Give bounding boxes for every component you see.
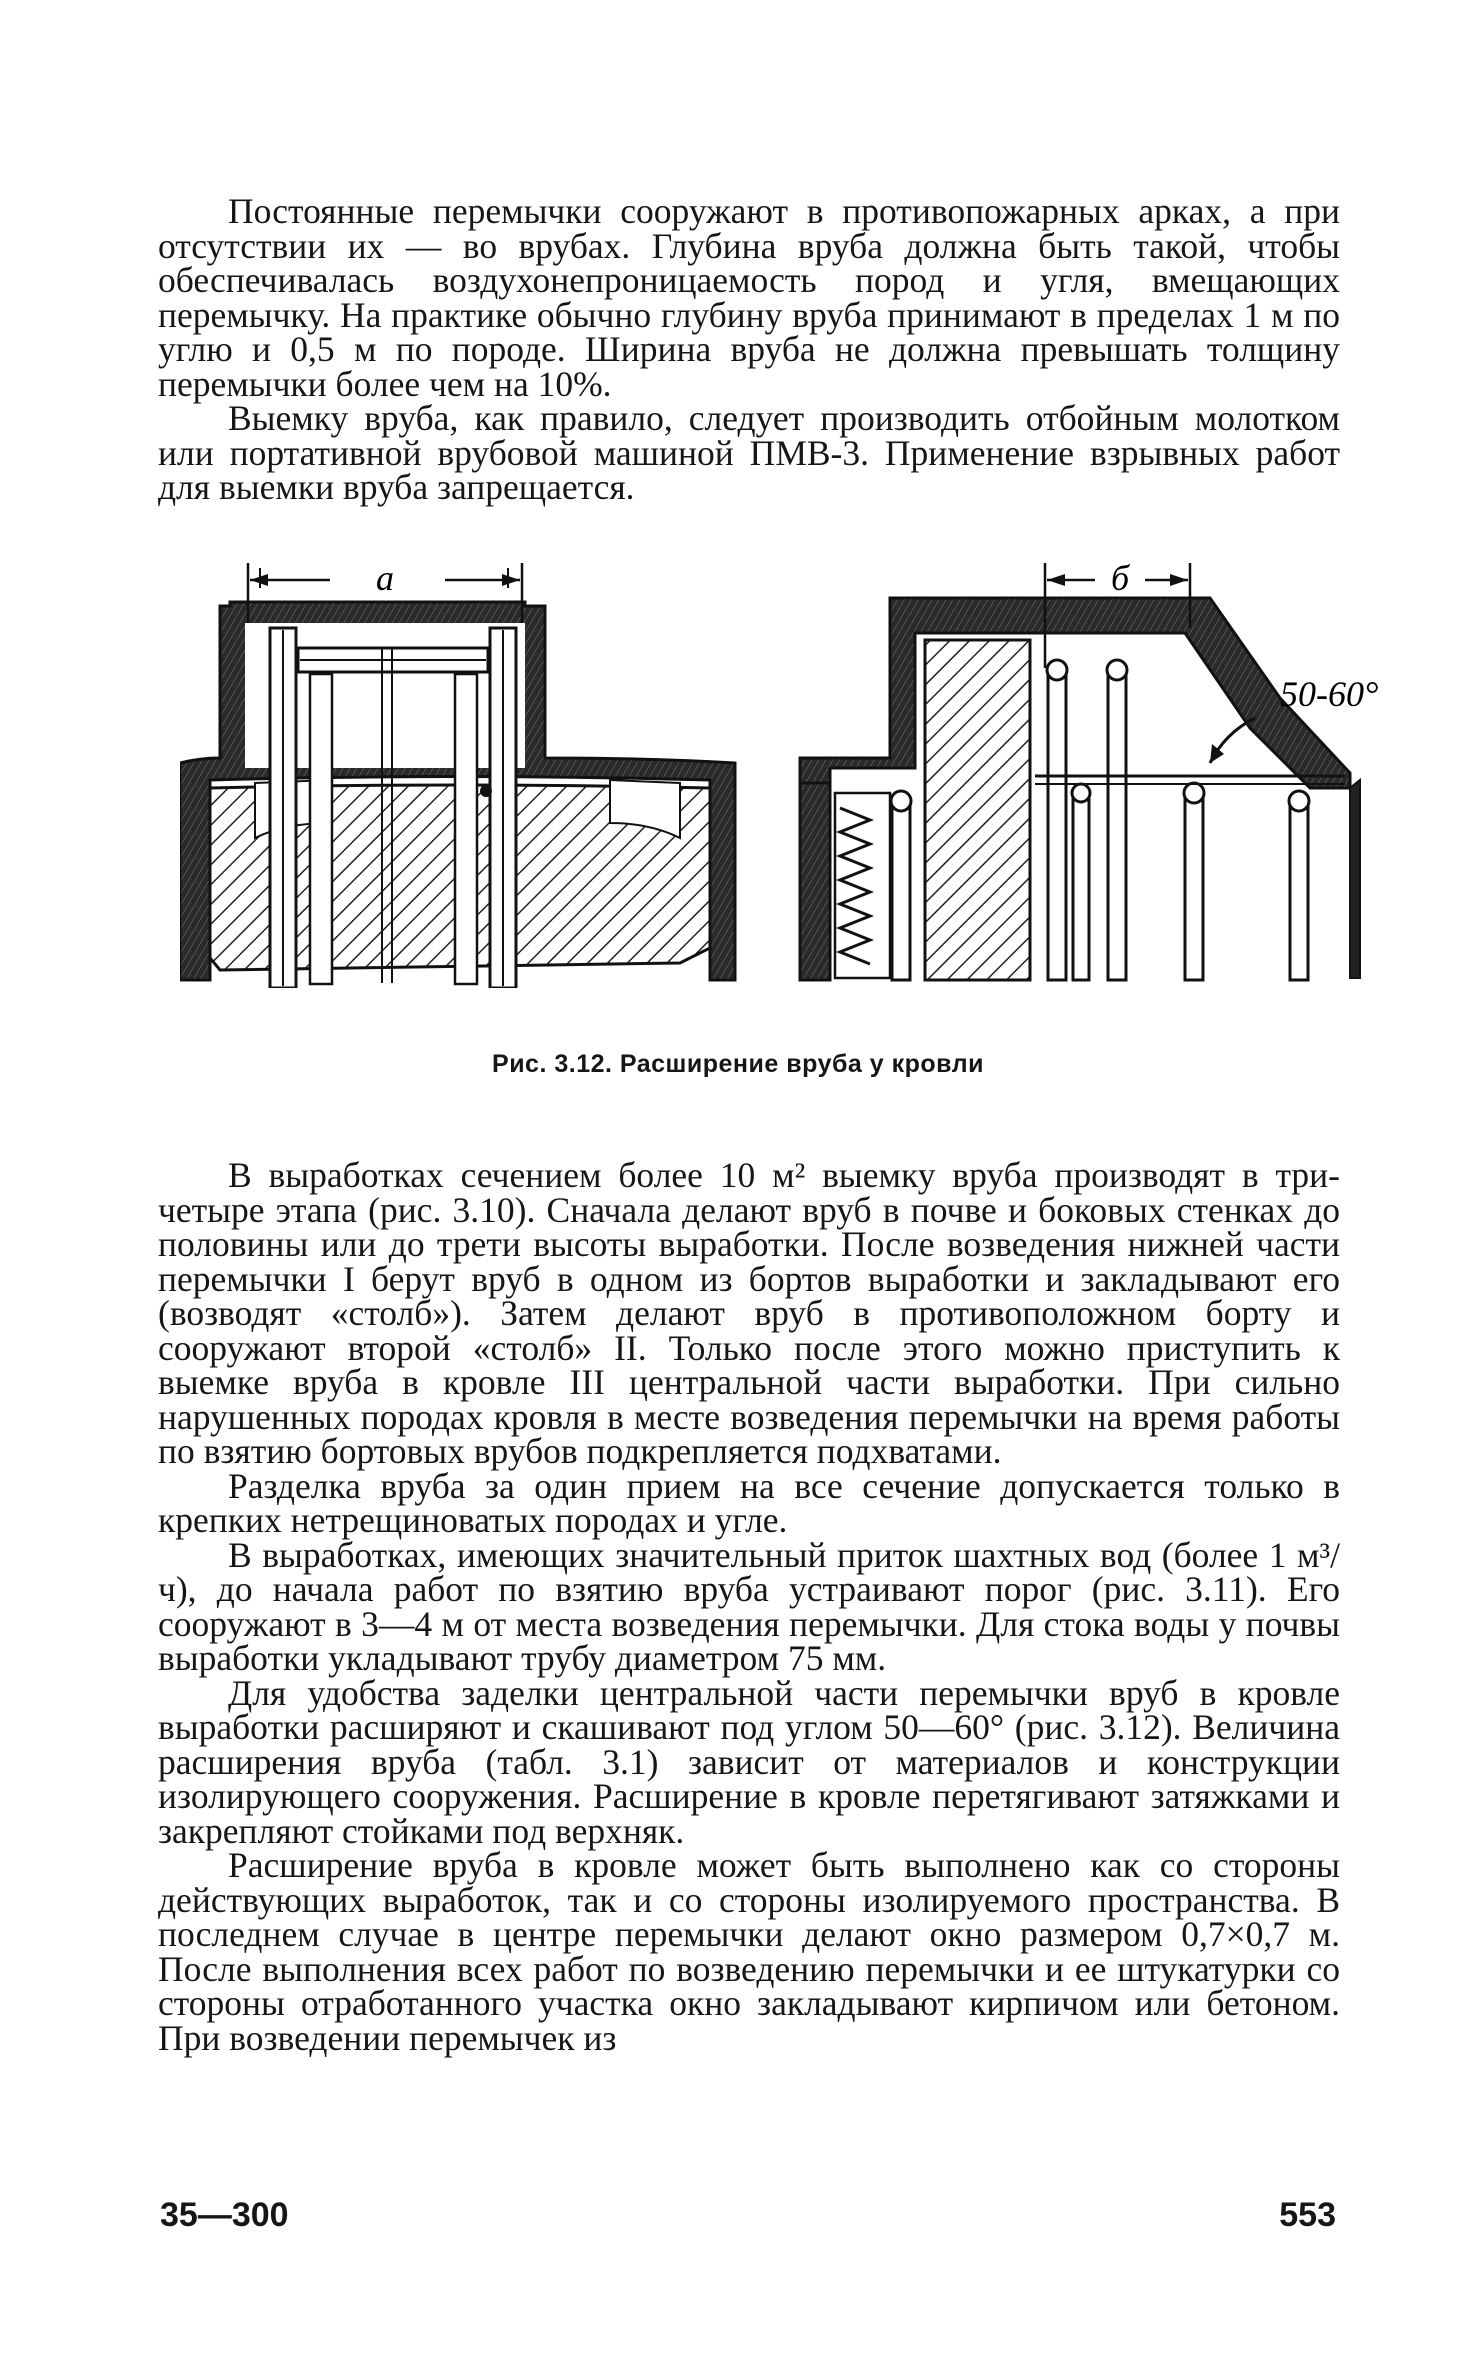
right-post-2 [1108, 670, 1126, 980]
figure-drawing [180, 558, 1380, 988]
figure-3-12 [180, 558, 1380, 988]
right-drawing [800, 558, 1378, 980]
page-number: 553 [1279, 2196, 1336, 2234]
top-text-block [158, 191, 1340, 507]
paragraph-4: Разделка вруба за один прием на все сечение допускается только в крепких нетрещиноватых породах и угле. [158, 1465, 1340, 1540]
main-text-block [158, 1155, 1340, 2058]
label-a: а [376, 558, 394, 598]
right-post-1 [1048, 670, 1066, 980]
paragraph-2: Выемку вруба, как правило, следует производить отбойным молотком или портативной врубовой машиной ПМВ-3. Применение взрывных работ для выемки вруба запрещается. [158, 398, 1340, 507]
right-roof-rock [800, 598, 1350, 788]
paragraph-1: Постоянные перемычки сооружают в противопожарных арках, а при отсутствии их — во врубах. Глубина вруба должна быть такой, чтобы обеспечивалась воздухонепроницаемость пород и угля, вмещающих перемычку. На практике обычно глубину вруба принимают в пределах 1 м по углю и 0,5 м по породе. Ширина вруба не должна превышать толщину перемычки более чем на 10%. [158, 191, 1340, 404]
paragraph-6: Для удобства заделки центральной части перемычки вруб в кровле выработки расширяют и скашивают под углом 50—60° (рис. 3.12). Величина расширения вруба (табл. 3.1) зависит от материалов и конструкции изолирующего сооружения. Расширение в кровле перетягивают затяжками и закрепляют стойками под верхняк. [158, 1672, 1340, 1851]
label-b: б [1110, 558, 1130, 598]
paragraph-5: В выработках, имеющих значительный приток шахтных вод (более 1 м³/ч), до начала работ по взятию вруба устраивают порог (рис. 3.11). Его сооружают в 3—4 м от места возведения перемычки. Для стока воды у почвы выработки укладывают трубу диаметром 75 мм. [158, 1534, 1340, 1678]
figure-caption: Рис. 3.12. Расширение вруба у кровли [492, 1050, 984, 1078]
right-coal-column [925, 640, 1030, 980]
left-drawing [180, 558, 735, 988]
footer-signature: 35—300 [160, 2196, 289, 2234]
label-angle: 50-60° [1280, 674, 1379, 714]
paragraph-7: Расширение вруба в кровле может быть выполнено как со стороны действующих выработок, так и со стороны изолируемого пространства. В последнем случае в центре перемычки делают окно размером 0,7×0,7 м. После выполнения всех работ по возведению перемычки и ее штукатурки со стороны отработанного участка окно закладывают кирпичом или бетоном. При возведении перемычек из [158, 1845, 1340, 2058]
paragraph-3: В выработках сечением более 10 м² выемку вруба производят в три-четыре этапа (рис. 3.10). Сначала делают вруб в почве и боковых стенках до половины или до трети высоты выработки. После возведения нижней части перемычки I берут вруб в одном из бортов выработки и закладывают его (возводят «столб»). Затем делают вруб в противоположном борту и сооружают второй «столб» II. Только после этого можно приступить к выемке вруба в кровле III центральной части выработки. При сильно нарушенных породах кровля в месте возведения перемычки на время работы по взятию бортовых врубов подкрепляется подхватами. [158, 1155, 1340, 1471]
